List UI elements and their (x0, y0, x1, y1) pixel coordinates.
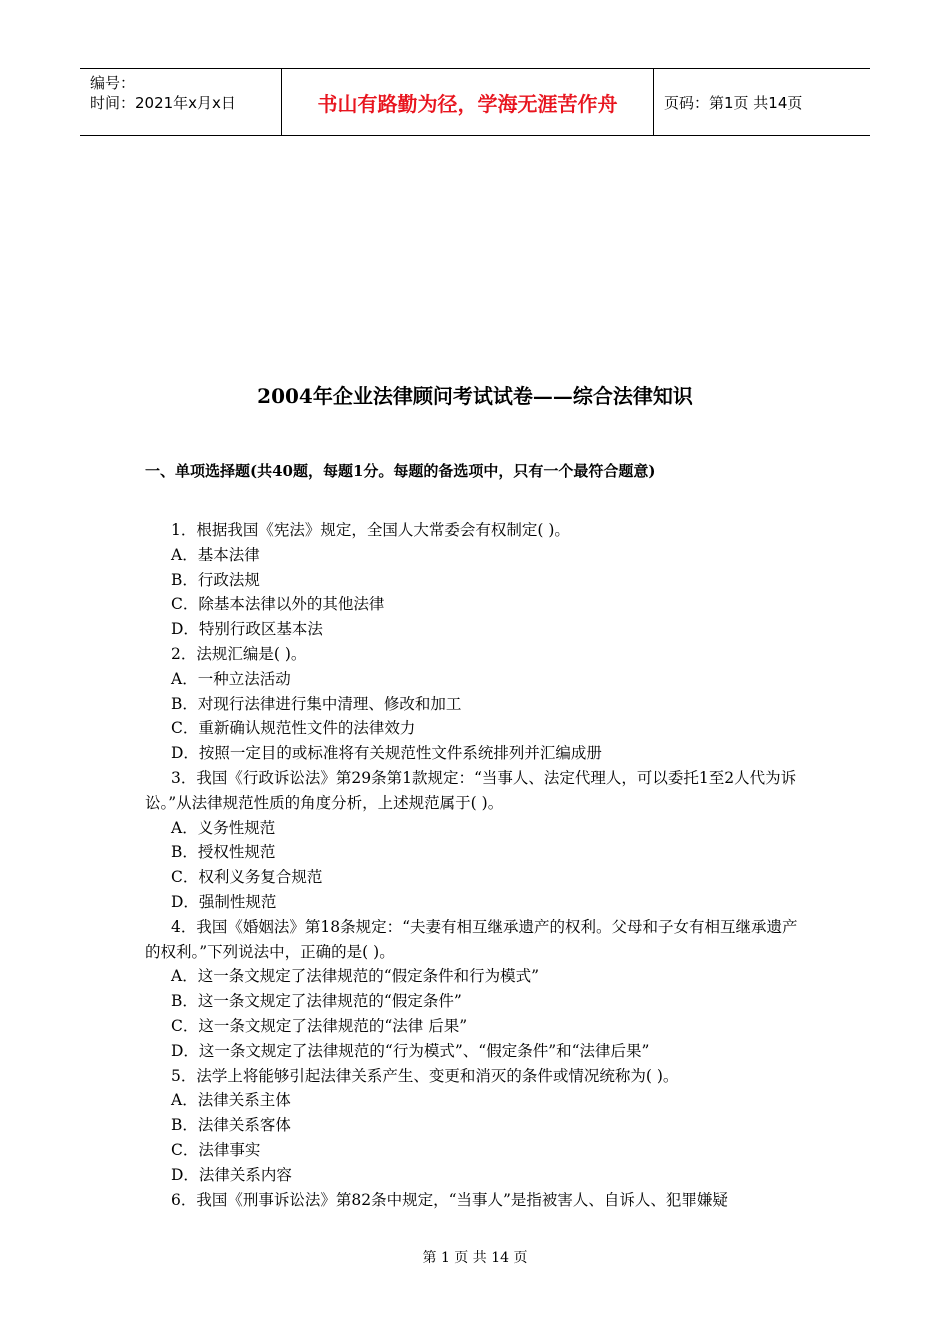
option: A．基本法律 (171, 545, 260, 564)
question-5: 5．法学上将能够引起法律关系产生、变更和消灭的条件或情况统称为( )。 (171, 1066, 679, 1085)
number-label: 编号： (90, 74, 136, 92)
option: C．法律事实 (171, 1140, 261, 1159)
option: C．权利义务复合规范 (171, 868, 323, 887)
option: D．强制性规范 (171, 892, 277, 911)
option: A．一种立法活动 (171, 669, 291, 688)
option: C．除基本法律以外的其他法律 (171, 595, 385, 614)
option: D．法律关系内容 (171, 1165, 292, 1184)
header-table (80, 68, 870, 136)
option: A．这一条文规定了法律规范的“假定条件和行为模式” (171, 967, 540, 986)
question-6: 6．我国《刑事诉讼法》第82条中规定，“当事人”是指被害人、自诉人、犯罪嫌疑 (171, 1190, 728, 1209)
time-label: 时间：2021年x月x日 (90, 94, 236, 112)
question-3: 3．我国《行政诉讼法》第29条第1款规定：“当事人、法定代理人，可以委托1至2人代为诉讼。”从法律规范性质的角度分析，上述规范属于( )。 (145, 768, 797, 812)
option: D．特别行政区基本法 (171, 620, 323, 639)
option: B．对现行法律进行集中清理、修改和加工 (171, 694, 462, 713)
header-motto: 书山有路勤为径，学海无涯苦作舟 (282, 69, 654, 135)
option: B．行政法规 (171, 570, 260, 589)
option: C．这一条文规定了法律规范的“法律 后果” (171, 1016, 468, 1035)
question-1: 1．根据我国《宪法》规定，全国人大常委会有权制定( )。 (171, 521, 570, 539)
option: B．法律关系客体 (171, 1116, 291, 1135)
option: C．重新确认规范性文件的法律效力 (171, 719, 416, 738)
header-page-info: 页码：第1页 共14页 (664, 93, 803, 112)
option: A．法律关系主体 (171, 1091, 291, 1110)
option: D．这一条文规定了法律规范的“行为模式”、“假定条件”和“法律后果” (171, 1041, 650, 1060)
header-left-cell (80, 69, 282, 135)
question-4: 4．我国《婚姻法》第18条规定：“夫妻有相互继承遗产的权利。父母和子女有相互继承遗产的权利。”下列说法中，正确的是( )。 (145, 917, 798, 961)
option: D．按照一定目的或标准将有关规范性文件系统排列并汇编成册 (171, 744, 602, 763)
question-list (145, 518, 810, 1212)
section-heading: 一、单项选择题(共40题，每题1分。每题的备选项中，只有一个最符合题意) (145, 462, 656, 480)
option: B．这一条文规定了法律规范的“假定条件” (171, 992, 462, 1011)
option: B．授权性规范 (171, 843, 276, 862)
question-2: 2．法规汇编是( )。 (171, 644, 307, 663)
document-title: 2004年企业法律顾问考试试卷——综合法律知识 (257, 384, 693, 408)
option: A．义务性规范 (171, 818, 276, 837)
page-footer: 第 1 页 共 14 页 (422, 1250, 528, 1266)
